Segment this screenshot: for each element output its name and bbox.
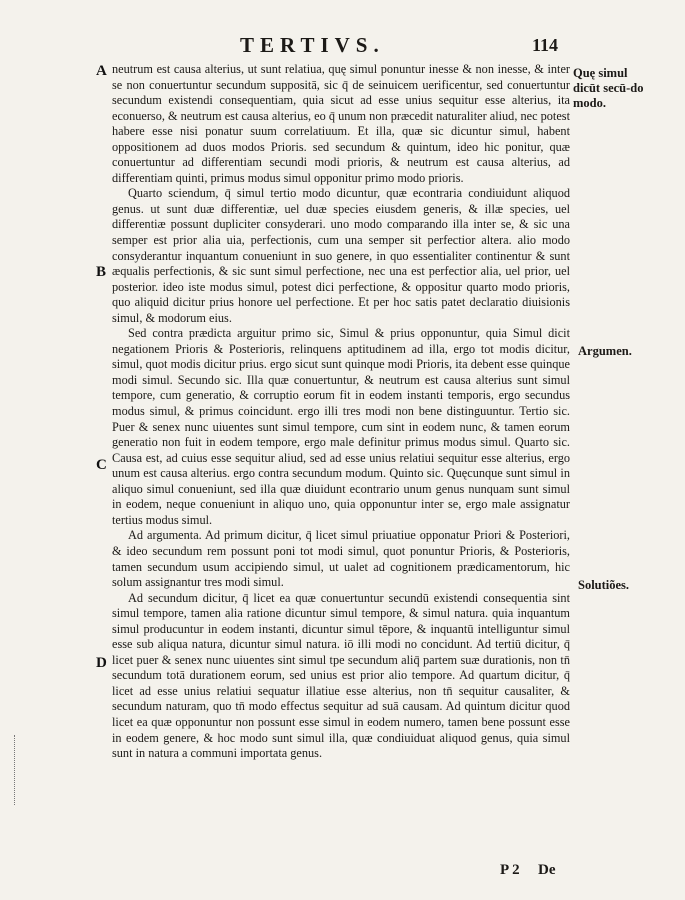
paragraph: Ad secundum dicitur, q̄ licet ea quæ conuertuntur secundū existendi consequentia sint simul tempore, tamen alia ratione dicuntur simul tempore, & simul natura. quia inquantum simul producuntur in eodem instanti, dicuntur simul tēpore, & inquantū intelliguntur simul esse sub aliqua natura, dicuntur simul natura. iō illi modi no concidunt. Ad tertiū dicitur, q̄ licet puer & senex nunc uiuentes sint simul tpe secundum aliq̄ partem suæ durationis, non tn̄ secundum totā durationem eorum, sed unius est prior alio tempore. Ad quartum dicitur, q̄ licet ad esse unius relatiui sequatur illatiue esse alterius, non tn̄ sequitur causaliter, & secundum naturam, quo tn̄ modo effectus sequitur ad suā causam. Ad quintum dicitur quod licet ea quæ opponuntur non possunt esse simul in eodem numero, tamen bene possunt esse in eodem genere, & hoc modo sunt simul illa, quæ condiuiduat aliquod genus, quia simul sunt in natura a communi importata genus. [112,590,570,761]
paragraph: Sed contra prædicta arguitur primo sic, Simul & prius opponuntur, quia Simul dicit negationem Prioris & Posterioris, relinquens aptitudinem ad illa, ergo tot modis dicitur, simul, quot modis dicitur prius. ergo sicut sunt quinque modi Prioris, ita debent esse quinque modi simul. Secundo sic. Illa quæ conuertuntur, & neutrum est causa alterius sunt simul tempore, cum generatio, & corruptio eorum fit in eodem instanti temporis, ergo secundus modus simul, & primus coincidunt. ergo illi tres modi non bene distinguuntur. Tertio sic. Puer & senex nunc uiuentes sunt simul tempore, cum sint in eodem nunc, & tamen eorum generatio non fuit in eodem tempore, ergo male definitur primus modus simul. Quarto sic. Causa est, ad cuius esse sequitur aliud, sed ad esse unius relatiui sequitur esse alterius, ergo unum est causa alterius. ergo contra secundum modum. Quinto sic. Quęcunque sunt simul in aliquo simul conueniunt, sed illa quæ diuidunt econtrario unum genus nunquam sunt simul in eodem, neque conueniunt in aliquo uno, quia opponuntur inter se, ergo male assignatur tertius modus simul. [112,326,570,527]
body-text [112,62,570,762]
side-note-argumenta: Argumen. [578,344,632,358]
running-title: TERTIVS. [240,33,385,57]
page-number: 114 [532,35,559,55]
margin-marker-a: A [96,63,107,79]
paragraph: neutrum est causa alterius, ut sunt relatiua, quę simul ponuntur inesse & non inesse, & inter se non conuertuntur secundum suppositā, sic q̄ de seinuicem uerificentur, sed conuertuntur secundum existendi consequentiam, quia sicut ad esse unius sequitur esse alterius, ita econuerso, & neutrum est causa alterius, eo q̄ unum non præcedit naturaliter aliud, nec potest habere esse nisi ponatur suum correlatiuum. Et illa, quæ sic dicuntur simul, habent oppositionem ad duos modos Prioris. sed secundum & quintum, ideo hic ponitur, quæ conuertuntur ad differentiam secundi modi prioris, & neutrum est causa alterius, ad differentiam quinti, primus modus simul opponitur primo modo prioris. [112,62,570,185]
binding-edge-marks [14,735,29,805]
margin-marker-d: D [96,655,107,671]
side-note-solutiones: Solutiões. [578,578,630,592]
paragraph: Ad argumenta. Ad primum dicitur, q̄ licet simul priuatiue opponatur Priori & Posteriori, & ideo secundum rem possunt poni tot modi simul, quot ponuntur Prioris, & Posterioris, tamen secundum usum accipiendo simul, ut ualet ad cognitionem prædicamentorum, hic solum assignantur tres modi simul. [112,528,570,590]
paragraph: Quarto sciendum, q̄ simul tertio modo dicuntur, quæ econtraria condiuidunt aliquod genus. ut sunt duæ differentiæ, uel duæ species eiusdem generis, & illæ species, uel differentiæ possunt dupliciter consyderari. uno modo comparando illa inter se, & sic una semper est prior alia uia, perfectionis, cum una semper sit perfectior altera. alio modo consyderantur inquantum conueniunt in suo genere, in quo essentialiter continentur & sunt æqualis perfectionis, & sic sunt simul perfectione, nec una est perfectior alia, uel prior, uel posterior. ideo iste modus simul, potest dici perfectione, & oppositur quarto modo prioris, quo aliquid dicitur prius honore uel perfectione. Et per hoc satis patet declaratio diuisionis simul, & modorum eius. [112,186,570,325]
catchword: De [538,862,556,878]
signature-mark: P 2 [500,862,520,878]
margin-marker-c: C [96,457,107,473]
side-note-simul: Quę simul dicūt secū-do modo. [573,66,644,110]
margin-marker-b: B [96,264,107,280]
